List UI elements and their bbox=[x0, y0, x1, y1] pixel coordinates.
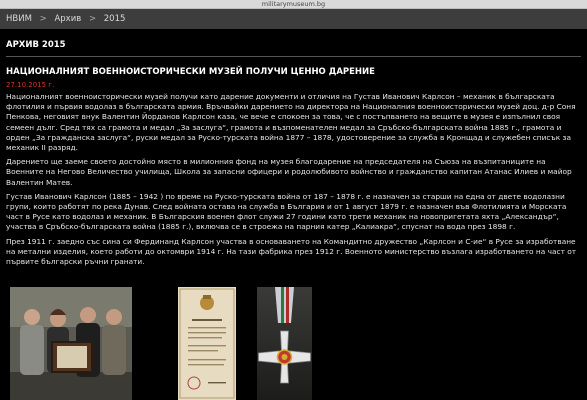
breadcrumb-archive-link[interactable]: Архив bbox=[54, 14, 82, 24]
breadcrumb-separator: > bbox=[39, 14, 47, 24]
article-paragraph: Густав Иванович Карлсон (1885 – 1942 ) по време на Руско-турската война от 187 – 1878 г. е назначен за старши на една от двете водолазни групи, които работят по река Дунав. След войната остава на служба в България и от 1 август 1879 г. е назначен във Флотилията и Морската част в Русе като водолаз и механик. В Българския военен флот служи 27 години като трети механик на новопригетата яхта „Александър“, участва в Сръбско-българската война (1885 г.), включва се в строежа на парния катер „Калиакра“, спуснат на вода през 1898 г. bbox=[6, 191, 567, 232]
article-paragraph: Дарението ще заеме своето достойно място в милионния фонд на музея благодарение на председателя на Съюза на възпитаниците на Военните на Негово Величество училища, Школа за запасни офицери и родолюбивото войнство и гражданство капитан Атанас Илиев и майор Валентин Матев. bbox=[6, 157, 572, 187]
breadcrumb bbox=[0, 9, 587, 29]
main-content bbox=[6, 40, 581, 271]
order-medal-photo[interactable] bbox=[257, 287, 312, 400]
article-date: 27.10.2015 г. bbox=[6, 81, 55, 89]
url-text: militarymuseum.bg bbox=[261, 0, 326, 8]
breadcrumb-home-link[interactable]: НВИМ bbox=[6, 14, 32, 24]
article-paragraph: През 1911 г. заедно със сина си Фердинанд Карлсон участва в основаването на Командитно дружество „Карлсон и С-ие“ в Русе за изработване на метални изделия, което работи до октомври 1914 г. На тази фабрика през 1912 г. Военното министерство възлага изработването на част от първите български ръчни гранати. bbox=[6, 236, 577, 267]
browser-url-bar[interactable] bbox=[0, 0, 587, 9]
article-title[interactable]: НАЦИОНАЛНИЯТ ВОЕННОИСТОРИЧЕСКИ МУЗЕЙ ПОЛУЧИ ЦЕННО ДАРЕНИЕ bbox=[6, 67, 375, 77]
breadcrumb-year-link[interactable]: 2015 bbox=[103, 14, 126, 24]
breadcrumb-separator: > bbox=[88, 14, 97, 24]
section-title: АРХИВ 2015 bbox=[6, 40, 581, 57]
certificate-document-photo[interactable] bbox=[178, 287, 236, 400]
donation-ceremony-photo[interactable] bbox=[10, 287, 132, 400]
article-paragraph: Националният военноисторически музей получи като дарение документи и отличия на Густав Иванович Карлсон – механик в българската флотилия и първия водолаз в българската армия. Връчвайки дарението на директора на Националния военноисторически музей доц. д-р Соня Пенкова, неговият внук Валентин Йорданов Карлсон каза, че вече е спокоен за това, че с постъпването на вещите в музея е изпълнил своя семеен дълг. Сред тях са грамота и медал „За заслуга“, грамота и възпоменателен медал за Сръбско-българската война 1885 г., грамота и орден „За гражданска заслуга“, руски медал за Руско-турската война 1877 – 1878, удостоверение за служба в Кронщад и служебен списък за механик II разряд. bbox=[6, 92, 576, 153]
photo-gallery bbox=[6, 287, 581, 400]
